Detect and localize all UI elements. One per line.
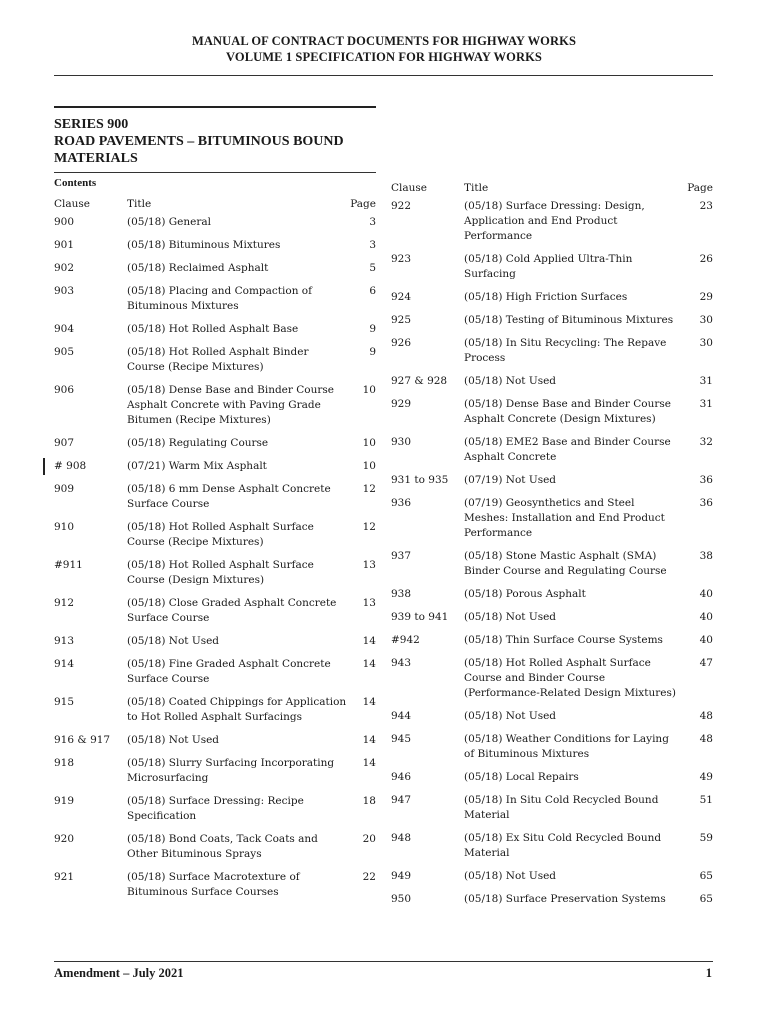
page-ref: 10 — [362, 384, 376, 396]
contents-row — [54, 459, 376, 474]
column-header — [54, 197, 376, 215]
contents-row — [391, 397, 713, 427]
page-ref: 6 — [369, 285, 376, 297]
title-header: Title — [127, 198, 152, 210]
clause-number: 945 — [391, 733, 412, 745]
clause-title: (07/21) Warm Mix Asphalt — [127, 460, 267, 472]
clause-title: (05/18) Hot Rolled Asphalt Binder Course (Recipe Mixtures) — [127, 346, 309, 373]
page-ref: 14 — [362, 635, 376, 647]
contents-row — [54, 345, 376, 375]
document-header — [54, 33, 714, 65]
clause-number: 904 — [54, 323, 75, 335]
clause-number: # 908 — [54, 460, 87, 472]
contents-row — [391, 610, 713, 625]
page-ref: 20 — [362, 833, 376, 845]
contents-row — [54, 383, 376, 428]
contents-row — [391, 252, 713, 282]
clause-title: (05/18) Surface Dressing: Design, Application and End Product Performance — [464, 200, 645, 242]
clause-title: (05/18) Surface Preservation Systems — [464, 893, 666, 905]
contents-row — [54, 794, 376, 824]
contents-row — [391, 732, 713, 762]
page-ref: 49 — [699, 771, 713, 783]
clause-title: (05/18) In Situ Recycling: The Repave Process — [464, 337, 667, 364]
contents-row — [391, 831, 713, 861]
contents-row — [54, 558, 376, 588]
contents-row — [391, 435, 713, 465]
clause-number: 949 — [391, 870, 412, 882]
contents-row — [54, 238, 376, 253]
clause-title: (05/18) General — [127, 216, 212, 228]
clause-number: 944 — [391, 710, 412, 722]
clause-number: 936 — [391, 497, 412, 509]
clause-title: (05/18) Coated Chippings for Application to Hot Rolled Asphalt Surfacings — [127, 696, 347, 723]
contents-row — [54, 482, 376, 512]
page-ref: 14 — [362, 658, 376, 670]
clause-number: 916 & 917 — [54, 734, 111, 746]
contents-row — [391, 587, 713, 602]
page-ref: 47 — [699, 657, 713, 669]
header-line-1: MANUAL OF CONTRACT DOCUMENTS FOR HIGHWAY WORKS — [191, 34, 577, 48]
contents-row — [54, 261, 376, 276]
contents-row — [391, 374, 713, 389]
series-bottom-rule — [54, 172, 376, 173]
page-ref: 30 — [699, 314, 713, 326]
footer-rule — [54, 961, 713, 962]
page-ref: 9 — [369, 346, 376, 358]
page-ref: 65 — [699, 870, 713, 882]
page-ref: 3 — [369, 239, 376, 251]
page-ref: 14 — [362, 757, 376, 769]
page-ref: 12 — [362, 483, 376, 495]
clause-number: 925 — [391, 314, 412, 326]
clause-title: (05/18) Local Repairs — [464, 771, 579, 783]
clause-number: 909 — [54, 483, 75, 495]
page-ref: 30 — [699, 337, 713, 349]
clause-number: 913 — [54, 635, 75, 647]
contents-row — [54, 215, 376, 230]
page-ref: 9 — [369, 323, 376, 335]
clause-title: (05/18) Hot Rolled Asphalt Surface Course and Binder Course (Performance-Related Design Mixtures) — [464, 657, 676, 699]
clause-number: 921 — [54, 871, 75, 883]
contents-row — [54, 756, 376, 786]
clause-title: (05/18) Bond Coats, Tack Coats and Other Bituminous Sprays — [127, 833, 318, 860]
clause-number: 927 & 928 — [391, 375, 448, 387]
contents-row — [391, 313, 713, 328]
clause-number: 915 — [54, 696, 75, 708]
contents-row — [391, 199, 713, 244]
clause-title: (05/18) 6 mm Dense Asphalt Concrete Surface Course — [127, 483, 331, 510]
contents-row — [54, 520, 376, 550]
clause-title: (05/18) Surface Dressing: Recipe Specification — [127, 795, 304, 822]
series-heading — [54, 116, 376, 167]
page-header: Page — [350, 198, 376, 210]
contents-row — [54, 832, 376, 862]
page-ref: 29 — [699, 291, 713, 303]
clause-number: 950 — [391, 893, 412, 905]
contents-row — [391, 793, 713, 823]
clause-title: (05/18) Bituminous Mixtures — [127, 239, 281, 251]
page-ref: 40 — [699, 611, 713, 623]
contents-right-column — [391, 181, 713, 915]
contents-row — [391, 709, 713, 724]
page-ref: 13 — [362, 597, 376, 609]
contents-row — [54, 284, 376, 314]
page-ref: 3 — [369, 216, 376, 228]
clause-number: 946 — [391, 771, 412, 783]
clause-title: (05/18) Close Graded Asphalt Concrete Surface Course — [127, 597, 337, 624]
amendment-label: Amendment – July 2021 — [54, 966, 184, 980]
contents-label: Contents — [54, 177, 97, 189]
contents-row — [391, 656, 713, 701]
clause-number: 939 to 941 — [391, 611, 449, 623]
clause-title: (05/18) Not Used — [464, 870, 557, 882]
clause-title: (05/18) Slurry Surfacing Incorporating Microsurfacing — [127, 757, 335, 784]
clause-number: 923 — [391, 253, 412, 265]
page-ref: 5 — [369, 262, 376, 274]
clause-number: 907 — [54, 437, 75, 449]
page-ref: 22 — [362, 871, 376, 883]
clause-title: (05/18) Thin Surface Course Systems — [464, 634, 663, 646]
clause-number: 948 — [391, 832, 412, 844]
clause-number: 922 — [391, 200, 412, 212]
page-ref: 23 — [699, 200, 713, 212]
clause-number: 912 — [54, 597, 75, 609]
clause-title: (05/18) Not Used — [127, 635, 220, 647]
clause-number: 900 — [54, 216, 75, 228]
clause-number: #942 — [391, 634, 420, 646]
clause-number: 914 — [54, 658, 75, 670]
contents-row — [54, 596, 376, 626]
series-number: SERIES 900 — [54, 117, 129, 132]
clause-title: (05/18) Fine Graded Asphalt Concrete Surface Course — [127, 658, 331, 685]
header-rule — [54, 75, 713, 76]
contents-row — [54, 436, 376, 451]
series-top-rule — [54, 106, 376, 108]
page-ref: 18 — [362, 795, 376, 807]
clause-number: 938 — [391, 588, 412, 600]
clause-number: 920 — [54, 833, 75, 845]
clause-number: 902 — [54, 262, 75, 274]
clause-number: 931 to 935 — [391, 474, 449, 486]
contents-row — [54, 657, 376, 687]
clause-number: 919 — [54, 795, 75, 807]
clause-title: (05/18) Ex Situ Cold Recycled Bound Material — [464, 832, 662, 859]
clause-number: 903 — [54, 285, 75, 297]
contents-row — [54, 695, 376, 725]
clause-number: 937 — [391, 550, 412, 562]
clause-title: (05/18) Regulating Course — [127, 437, 269, 449]
clause-title: (05/18) Stone Mastic Asphalt (SMA) Binder Course and Regulating Course — [464, 550, 667, 577]
contents-row — [391, 770, 713, 785]
contents-row — [54, 733, 376, 748]
clause-number: 905 — [54, 346, 75, 358]
clause-title: (05/18) Placing and Compaction of Bituminous Mixtures — [127, 285, 312, 312]
page-ref: 59 — [699, 832, 713, 844]
clause-number: 943 — [391, 657, 412, 669]
clause-title: (05/18) Not Used — [464, 611, 557, 623]
clause-number: #911 — [54, 559, 83, 571]
clause-title: (05/18) Reclaimed Asphalt — [127, 262, 269, 274]
page-ref: 26 — [699, 253, 713, 265]
page-ref: 48 — [699, 710, 713, 722]
page-ref: 36 — [699, 474, 713, 486]
contents-row — [391, 869, 713, 884]
contents-row — [391, 336, 713, 366]
clause-title: (05/18) Surface Macrotexture of Bituminous Surface Courses — [127, 871, 300, 898]
clause-title: (05/18) In Situ Cold Recycled Bound Material — [464, 794, 659, 821]
contents-row — [54, 870, 376, 900]
clause-number: 930 — [391, 436, 412, 448]
page-ref: 40 — [699, 634, 713, 646]
clause-number: 906 — [54, 384, 75, 396]
contents-row — [54, 322, 376, 337]
title-header: Title — [464, 182, 489, 194]
page-ref: 10 — [362, 437, 376, 449]
page-ref: 38 — [699, 550, 713, 562]
page-ref: 13 — [362, 559, 376, 571]
page-ref: 36 — [699, 497, 713, 509]
clause-number: 901 — [54, 239, 75, 251]
clause-title: (05/18) Not Used — [127, 734, 220, 746]
contents-row — [391, 892, 713, 907]
clause-number: 929 — [391, 398, 412, 410]
clause-title: (05/18) Porous Asphalt — [464, 588, 586, 600]
clause-title: (05/18) Dense Base and Binder Course Asphalt Concrete with Paving Grade Bitumen (Recipe Mixtures) — [127, 384, 334, 426]
clause-header: Clause — [391, 182, 428, 194]
page-ref: 32 — [699, 436, 713, 448]
page-ref: 31 — [699, 375, 713, 387]
contents-row — [391, 290, 713, 305]
page-ref: 10 — [362, 460, 376, 472]
page-ref: 14 — [362, 696, 376, 708]
clause-number: 926 — [391, 337, 412, 349]
column-header — [391, 181, 713, 199]
page-header: Page — [687, 182, 713, 194]
series-title-line-1: ROAD PAVEMENTS – BITUMINOUS BOUND — [54, 134, 344, 149]
page-number: 1 — [705, 966, 712, 980]
clause-title: (05/18) Not Used — [464, 375, 557, 387]
clause-title: (05/18) EME2 Base and Binder Course Asphalt Concrete — [464, 436, 671, 463]
page-ref: 31 — [699, 398, 713, 410]
clause-number: 924 — [391, 291, 412, 303]
contents-row — [391, 496, 713, 541]
page-ref: 14 — [362, 734, 376, 746]
page-ref: 65 — [699, 893, 713, 905]
clause-number: 910 — [54, 521, 75, 533]
change-bar — [43, 458, 45, 475]
clause-title: (05/18) Testing of Bituminous Mixtures — [464, 314, 674, 326]
clause-title: (07/19) Not Used — [464, 474, 557, 486]
contents-left-column — [54, 197, 376, 908]
contents-row — [391, 633, 713, 648]
clause-header: Clause — [54, 198, 91, 210]
page-ref: 51 — [699, 794, 713, 806]
page-ref: 48 — [699, 733, 713, 745]
clause-title: (05/18) Weather Conditions for Laying of Bituminous Mixtures — [464, 733, 669, 760]
clause-title: (05/18) Cold Applied Ultra-Thin Surfacing — [464, 253, 633, 280]
clause-title: (05/18) Hot Rolled Asphalt Surface Course (Design Mixtures) — [127, 559, 314, 586]
clause-number: 947 — [391, 794, 412, 806]
contents-row — [391, 473, 713, 488]
clause-title: (05/18) High Friction Surfaces — [464, 291, 628, 303]
clause-number: 918 — [54, 757, 75, 769]
contents-row — [54, 634, 376, 649]
clause-title: (05/18) Not Used — [464, 710, 557, 722]
page-ref: 40 — [699, 588, 713, 600]
clause-title: (07/19) Geosynthetics and Steel Meshes: Installation and End Product Performance — [464, 497, 665, 539]
header-line-2: VOLUME 1 SPECIFICATION FOR HIGHWAY WORKS — [226, 50, 542, 64]
series-title-line-2: MATERIALS — [54, 151, 138, 166]
contents-row — [391, 549, 713, 579]
page-ref: 12 — [362, 521, 376, 533]
clause-title: (05/18) Hot Rolled Asphalt Surface Course (Recipe Mixtures) — [127, 521, 314, 548]
clause-title: (05/18) Hot Rolled Asphalt Base — [127, 323, 299, 335]
clause-title: (05/18) Dense Base and Binder Course Asphalt Concrete (Design Mixtures) — [464, 398, 671, 425]
